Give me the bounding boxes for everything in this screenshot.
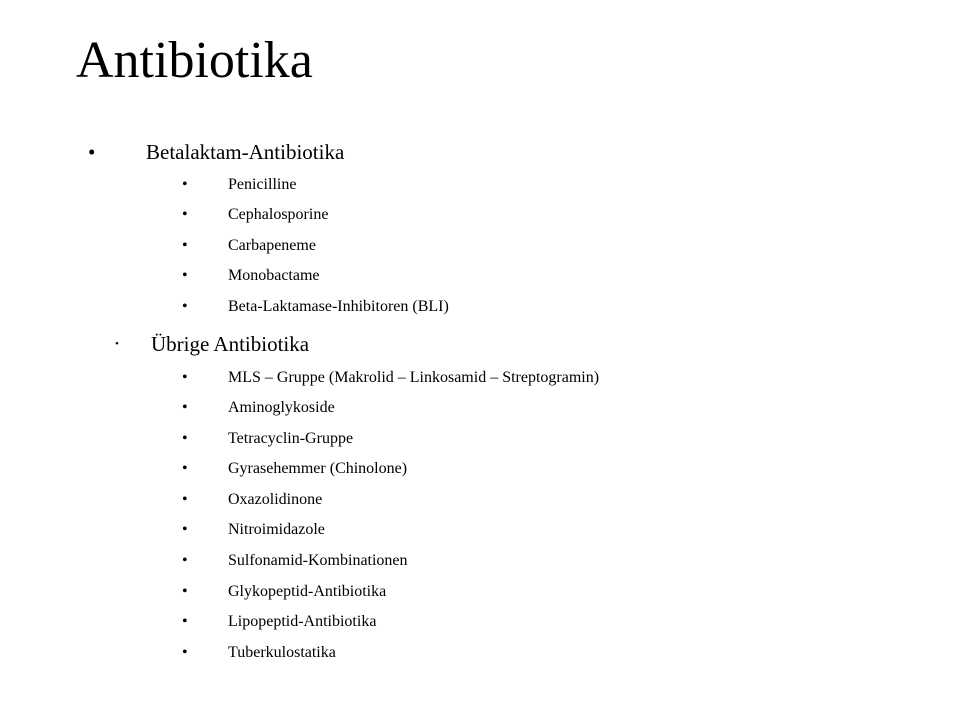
- bullet: •: [182, 237, 188, 254]
- bullet: •: [182, 583, 188, 600]
- list-item-text: Tetracyclin-Gruppe: [228, 430, 354, 447]
- bullet: •: [182, 369, 188, 386]
- list-item-text: Nitroimidazole: [228, 521, 325, 538]
- list-item-text: Oxazolidinone: [228, 491, 323, 508]
- list-item-text: Aminoglykoside: [228, 399, 335, 416]
- list-item-text: Gyrasehemmer (Chinolone): [228, 460, 408, 477]
- list-item-text: MLS – Gruppe (Makrolid – Linkosamid – Streptogramin): [228, 369, 600, 386]
- list-item-text: Beta-Laktamase-Inhibitoren (BLI): [228, 298, 449, 315]
- bullet: •: [182, 552, 188, 569]
- list-item-text: Tuberkulostatika: [228, 644, 336, 661]
- bullet: •: [182, 521, 188, 538]
- bullet: •: [115, 338, 119, 350]
- bullet: •: [182, 430, 188, 447]
- list-item-text: Monobactame: [228, 267, 320, 284]
- bullet: •: [182, 491, 188, 508]
- list-item-text: Lipopeptid-Antibiotika: [228, 613, 377, 630]
- bullet: •: [182, 399, 188, 416]
- slide-title: Antibiotika: [76, 32, 313, 89]
- bullet: •: [182, 460, 188, 477]
- section-heading-text: Betalaktam-Antibiotika: [146, 140, 345, 164]
- bullet: •: [182, 644, 188, 661]
- list-item-text: Sulfonamid-Kombinationen: [228, 552, 408, 569]
- section-heading-text: Übrige Antibiotika: [151, 332, 310, 356]
- bullet: •: [182, 298, 188, 315]
- list-item-text: Glykopeptid-Antibiotika: [228, 583, 387, 600]
- list-item-text: Carbapeneme: [228, 237, 316, 254]
- list-item-text: Penicilline: [228, 176, 297, 193]
- bullet: •: [182, 613, 188, 630]
- bullet: •: [182, 206, 188, 223]
- bullet: •: [182, 267, 188, 284]
- bullet: •: [182, 176, 188, 193]
- list-item-text: Cephalosporine: [228, 206, 329, 223]
- bullet: •: [88, 140, 96, 164]
